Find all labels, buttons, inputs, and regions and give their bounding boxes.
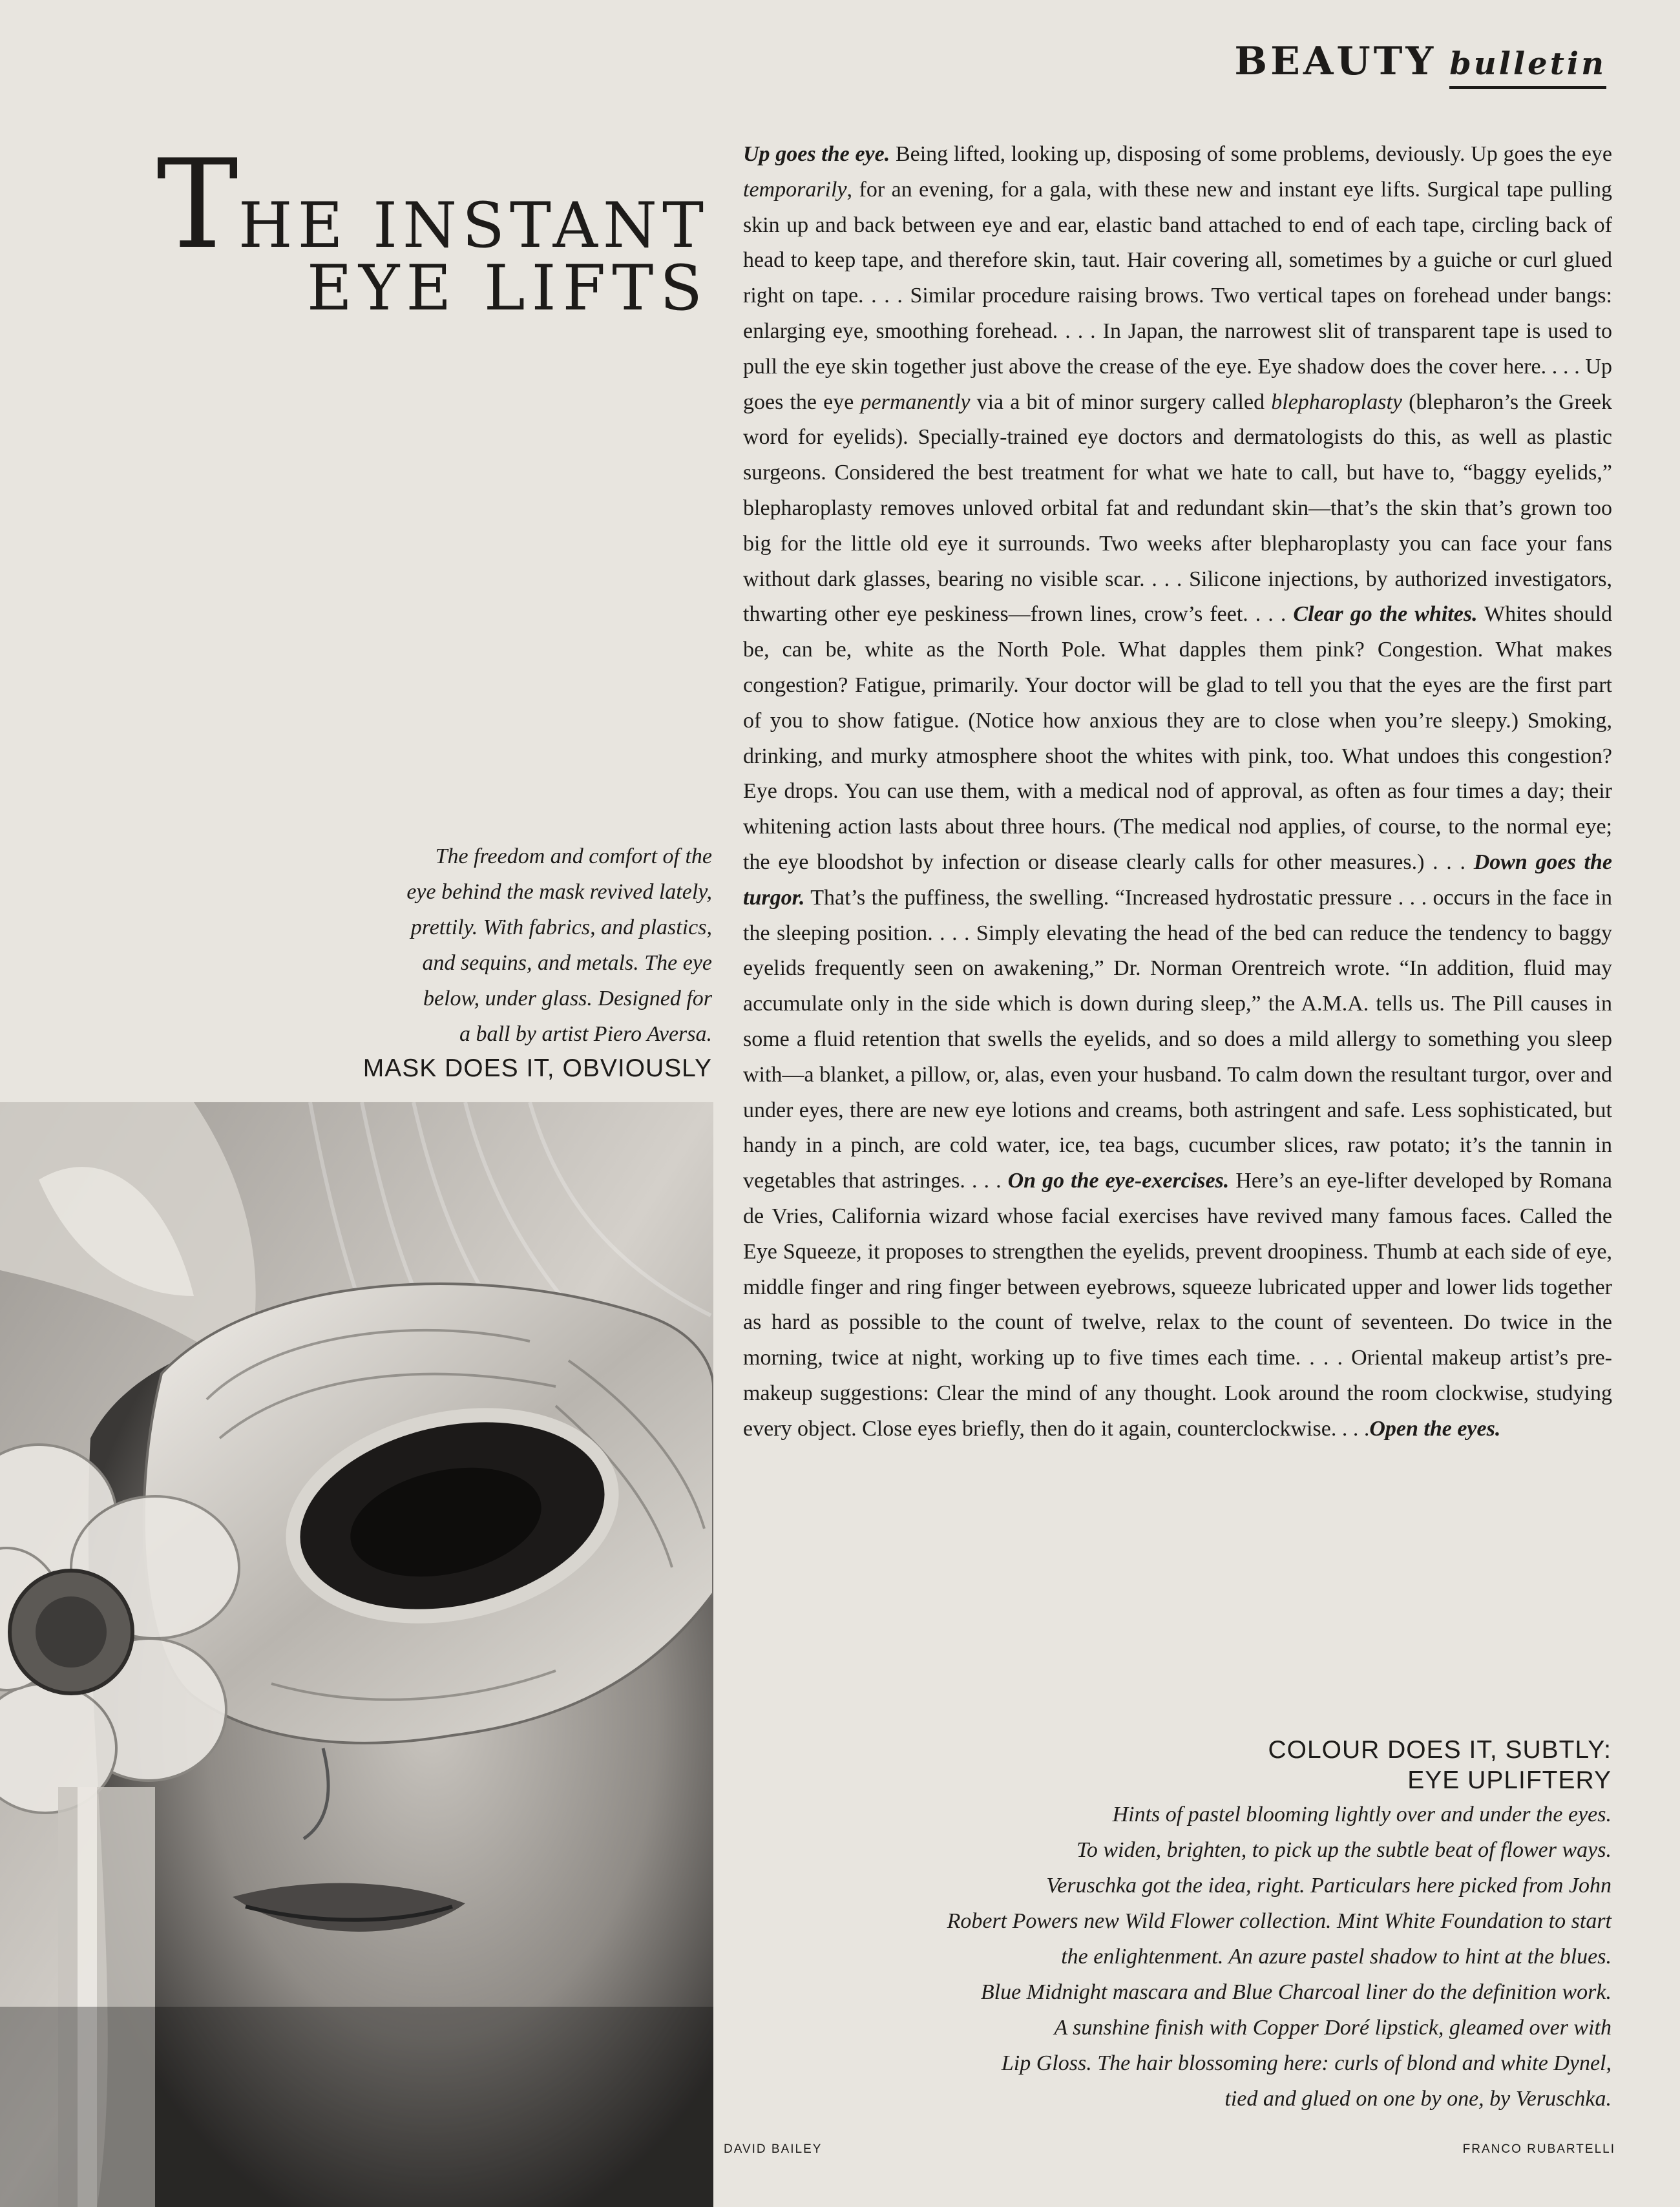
section-header [1234, 39, 1606, 89]
title-initial: T [156, 133, 238, 276]
photo-credit-left: DAVID BAILEY [724, 2142, 823, 2156]
mask-caption-heading: MASK DOES IT, OBVIOUSLY [362, 1054, 712, 1082]
caption-line: a ball by artist Piero Aversa. [459, 1022, 712, 1046]
colour-line: Lip Gloss. The hair blossoming here: curls of blond and white Dynel, [1001, 2051, 1612, 2075]
article-text: Here’s an eye-lifter developed by Romana de Vries, California wizard whose facial exercises have revived many famous faces. Called the Eye Squeeze, it proposes to strengthen the eyelids, prevent droopiness. Thumb at each side of eye, middle finger and ring finger between eyebrows, squeeze lubricated upper and lower lids together as hard as possible to the count of twelve, relax to the count of seventeen. Do twice in the morning, twice at night, working up to five times each time. . . . Oriental makeup artist’s pre-makeup suggestions: Clear the mind of any thought. Look around the room clockwise, studying every object. Close eyes briefly, then do it again, counterclockwise. . . . [743, 1169, 1612, 1441]
mask-photo-illustration [0, 1102, 713, 2207]
colour-line: Veruschka got the idea, right. Particulars here picked from John [1046, 1874, 1612, 1898]
colour-line: Hints of pastel blooming lightly over and under the eyes. [1112, 1803, 1612, 1826]
colour-line: A sunshine finish with Copper Doré lipstick, gleamed over with [1054, 2016, 1612, 2040]
subhead-up-goes-the-eye: Up goes the eye. [743, 142, 890, 166]
colour-line: tied and glued on one by one, by Veruschka. [1224, 2087, 1612, 2111]
article-emphasis: permanently [860, 390, 971, 414]
colour-line: Robert Powers new Wild Flower collection. Mint White Foundation to start [947, 1909, 1612, 1933]
caption-line: The freedom and comfort of the [435, 844, 712, 868]
title-line-2: EYE LIFTS [306, 252, 709, 324]
caption-line: and sequins, and metals. The eye [422, 951, 712, 975]
article-body [743, 137, 1612, 1447]
article-paragraph [743, 137, 1612, 1447]
article-text: That’s the puffiness, the swelling. “Increased hydrostatic pressure . . . occurs in the face in the sleeping position. . . . Simply elevating the head of the bed can reduce the tendency to baggy eyelids frequently seen on awakening,” Dr. Norman Orentreich wrote. “In addition, fluid may accumulate only in the side which is down during sleep,” the A.M.A. tells us. The Pill causes in some a fluid retention that swells the eyelids, and so does a mild allergy to something you sleep with—a blanket, a pillow, or, alas, even your husband. To calm down the resultant turgor, over and under eyes, there are new eye lotions and creams, both astringent and safe. Less sophisticated, but handy in a pinch, are cold water, ice, tea bags, cucumber slices, raw potato; it’s the tannin in vegetables that astringes. . . . [743, 885, 1612, 1193]
photo-credit-right: FRANCO RUBARTELLI [1462, 2142, 1615, 2156]
article-emphasis: blepharoplasty [1271, 390, 1402, 414]
subhead-clear-go-the-whites: Clear go the whites. [1293, 602, 1478, 627]
article-text: (blepharon’s the Greek word for eyelids). Specially-trained eye doctors and dermatologists do this, as well as plastic surgeons. Considered the best treatment for what we hate to call, but have to, “baggy eyelids,” blepharoplasty removes unloved orbital fat and redundant skin—that’s the skin that’s grown too big for the little old eye it surrounds. Two weeks after blepharoplasty you can face your fans without dark glasses, bearing no visible scar. . . . Silicone injections, by authorized investigators, thwarting other eye peskiness—frown lines, crow’s feet. . . . [743, 390, 1613, 627]
colour-heading-line: EYE UPLIFTERY [1407, 1766, 1612, 1794]
article-title [59, 133, 709, 324]
colour-heading [1030, 1735, 1612, 1795]
article-text: via a bit of minor surgery called [970, 390, 1272, 414]
mask-photo [0, 1102, 713, 2207]
article-text: Whites should be, can be, white as the North Pole. What dapples them pink? Congestion. What makes congestion? Fatigue, primarily. Your doctor will be glad to tell you that the eyes are the first part of you to show fatigue. (Notice how anxious they are to close when you’re sleepy.) Smoking, drinking, and murky atmosphere shoot the whites with pink, too. What undoes this congestion? Eye drops. You can use them, with a medical nod of approval, as often as four times a day; their whitening action lasts about three hours. (The medical nod applies, of course, to the normal eye; the eye bloodshot by infection or disease clearly calls for other measures.) . . . [743, 602, 1612, 874]
caption-line: prettily. With fabrics, and plastics, [410, 915, 712, 939]
subhead-open-the-eyes: Open the eyes. [1369, 1416, 1501, 1441]
section-name: BEAUTY [1234, 39, 1437, 84]
section-subname: bulletin [1449, 46, 1606, 89]
article-text: Being lifted, looking up, disposing of some problems, deviously. Up goes the eye [890, 142, 1612, 166]
colour-heading-line: COLOUR DOES IT, SUBTLY: [1268, 1736, 1612, 1764]
caption-line: below, under glass. Designed for [423, 987, 712, 1010]
title-line-1 [59, 133, 709, 276]
colour-line: Blue Midnight mascara and Blue Charcoal liner do the definition work. [980, 1980, 1612, 2004]
caption-line: eye behind the mask revived lately, [406, 880, 712, 904]
subhead-down-goes-the-turgor: Down goes the turgor. [743, 850, 1612, 910]
article-text: , for an evening, for a gala, with these new and instant eye lifts. Surgical tape pulling skin up and back between eye and ear, elastic band attached to end of each tape, circling back of head to keep tape, and therefore skin, taut. Hair covering all, sometimes by a guiche or curl glued right on tape. . . . Similar procedure raising brows. Two vertical tapes on forehead under bangs: enlarging eye, smoothing forehead. . . . In Japan, the narrowest slit of transparent tape is used to pull the eye skin together just above the crease of the eye. Eye shadow does the cover here. . . . Up goes the eye [743, 177, 1612, 414]
colour-line: To widen, brighten, to pick up the subtle beat of flower ways. [1076, 1838, 1612, 1862]
subhead-on-go-the-eye-exercises: On go the eye-exercises. [1007, 1169, 1230, 1193]
title-line-1-rest: HE INSTANT [238, 189, 709, 262]
article-emphasis: temporarily [743, 177, 847, 202]
mask-caption [271, 839, 712, 1052]
colour-line: the enlightenment. An azure pastel shadow to hint at the blues. [1061, 1945, 1612, 1969]
colour-caption [772, 1797, 1612, 2117]
